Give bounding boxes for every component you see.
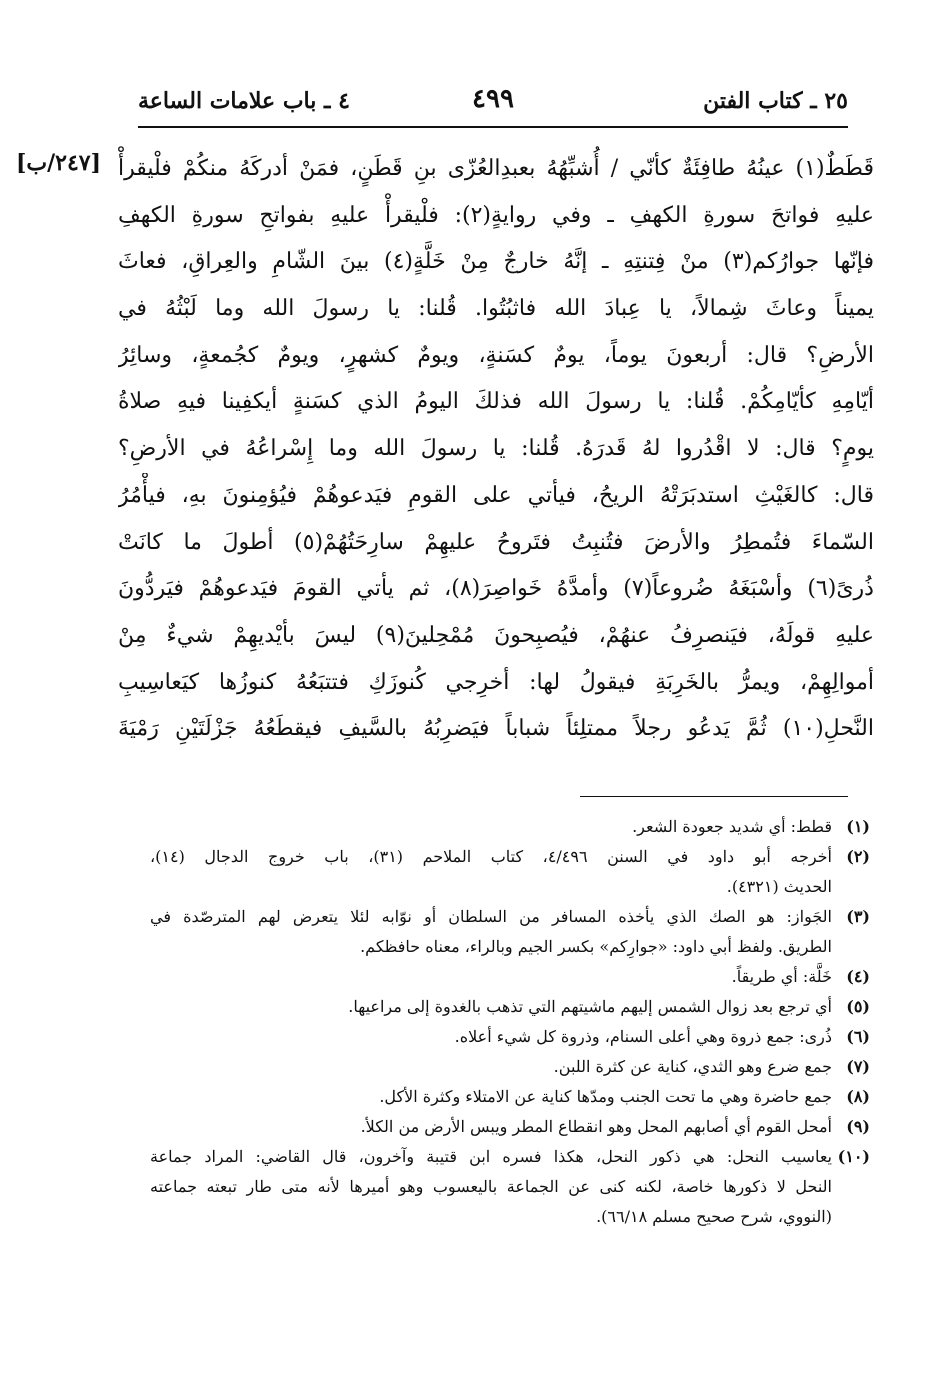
page-number: ٤٩٩ (472, 84, 514, 114)
footnote-text: قطط: أي شديد جعودة الشعر. (632, 817, 832, 836)
footnote (150, 812, 870, 842)
text-line: يومٍ؟ قال: لا اقْدُروا لهُ قَدرَهُ. قُلنا: يا رسولَ الله وما إِسْراعُهُ في الأرضِ؟ (118, 436, 874, 462)
footnotes (150, 812, 870, 1232)
footnote-number: (٢) (846, 847, 870, 866)
footnote-separator (580, 796, 848, 797)
footnote-text: ذُرى: جمع ذروة وهي أعلى السنام، وذروة كل شيء أعلاه. (454, 1027, 832, 1046)
footnote-text: النحل لا ذكورها خاصة، لكنه كنى عن الجماعة باليعسوب وهو أميرها لأنه متى طار تبعته جماعته (150, 1177, 832, 1196)
chapter-title: ٤ ـ باب علامات الساعة (138, 88, 350, 114)
footnote (150, 1082, 870, 1112)
text-line: السّماءَ فتُمطِرُ والأرضَ فتُنبِتُ فتَروحُ عليهِمْ سارِحَتُهُمْ(٥) أطولَ ما كانَتْ (118, 529, 874, 555)
footnote-number: (١٠) (837, 1147, 870, 1166)
footnote-number: (٧) (846, 1057, 870, 1076)
footnote-text: أخرجه أبو داود في السنن ٤/٤٩٦، كتاب الملاحم (٣١)، باب خروج الدجال (١٤)، (150, 847, 832, 866)
footnote-number: (٤) (846, 967, 870, 986)
text-line: الأرضِ؟ قال: أربعونَ يوماً، يومٌ كسَنةٍ، ويومٌ كشهرٍ، ويومٌ كجُمعةٍ، وسائِرُ (118, 342, 874, 368)
footnote (150, 1022, 870, 1052)
text-line: قال: كالغَيْثِ استدبَرَتْهُ الريحُ، فيأتي على القومِ فيَدعوهُمْ فيُؤمِنونَ بهِ، فيأْمُرُ (118, 482, 874, 508)
text-line: يميناً وعاثَ شِمالاً، يا عِبادَ الله فاثبُتُوا. قُلنا: يا رسولَ الله وما لَبْثُهُ في (118, 296, 874, 322)
hadith-text (118, 146, 874, 753)
footnote-text: (النووي، شرح صحيح مسلم ٦٦/١٨). (596, 1207, 832, 1226)
footnote (150, 1052, 870, 1082)
footnote-text: الجَواز: هو الصك الذي يأخذه المسافر من السلطان أو نوّابه لئلا يتعرض لهم المترصّدة في (150, 907, 832, 926)
footnote-number: (٦) (846, 1027, 870, 1046)
footnote-text: يعاسيب النحل: هي ذكور النحل، هكذا فسره ابن قتيبة وآخرون، قال القاضي: المراد جماعة (150, 1147, 832, 1166)
footnote (150, 1142, 870, 1232)
footnote (150, 962, 870, 992)
footnote-number: (١) (846, 817, 870, 836)
text-line: النَّحلِ(١٠) ثُمَّ يَدعُو رجلاً ممتلِئاً شباباً فيَضرِبُهُ بالسَّيفِ فيقطَعُهُ جَزْلَتَيْنِ رَمْيَةَ (118, 716, 874, 742)
text-line: ذُرىً(٦) وأسْبَغَهُ ضُروعاً(٧) وأمدَّهُ خَواصِرَ(٨)، ثم يأتي القومَ فيَدعوهُمْ فيَردُّونَ (118, 576, 874, 602)
text-line: عليهِ فواتحَ سورةِ الكهفِ ـ وفي روايةٍ(٢): فلْيقرأْ عليهِ بفواتحِ سورةِ الكهفِ (118, 202, 874, 228)
footnote-text: جمع ضرع وهو الثدي، كناية عن كثرة اللبن. (553, 1057, 832, 1076)
manuscript-folio-ref: [٢٤٧/ب] (16, 150, 102, 176)
footnote-text: جمع حاضرة وهي ما تحت الجنب ومدّها كناية عن الامتلاء وكثرة الأكل. (379, 1087, 832, 1106)
footnote-text: أمحل القوم أي أصابهم المحل وهو انقطاع المطر ويبس الأرض من الكلأ. (360, 1117, 832, 1136)
text-line: أيّامِهِ كأيّامِكُمْ. قُلنا: يا رسولَ الله فذلكَ اليومُ الذي كسَنةٍ أيكفِينا فيهِ صلاةُ (118, 389, 874, 415)
text-line: قَطَطٌ(١) عينُهُ طافِئَةٌ كأنّي / أُشبِّهُهُ بعبدِالعُزّى بنِ قَطَنٍ، فمَنْ أدركَهُ منكُمْ فلْيقرأْ (118, 156, 874, 181)
text-line: فإنّها جوارُكم(٣) منْ فِتنتِهِ ـ إنَّهُ خارجٌ مِنْ خَلَّةٍ(٤) بينَ الشّامِ والعِراقِ، فعاثَ (118, 249, 874, 275)
footnote-text: خَلَّة: أي طريقاً. (731, 967, 832, 986)
footnote-text: أي ترجع بعد زوال الشمس إليهم ماشيتهم التي تذهب بالغدوة إلى مراعيها. (348, 997, 832, 1016)
running-header (138, 82, 848, 128)
footnote-number: (٣) (846, 907, 870, 926)
text-line: عليهِ قولَهُ، فيَنصرِفُ عنهُمْ، فيُصبِحونَ مُمْحِلينَ(٩) ليسَ بأيْديهِمْ شيءٌ مِنْ (118, 622, 874, 648)
footnote-number: (٨) (846, 1087, 870, 1106)
footnote (150, 842, 870, 902)
footnote (150, 992, 870, 1022)
footnote-text: الحديث (٤٣٢١). (726, 877, 832, 896)
book-title: ٢٥ ـ كتاب الفتن (703, 88, 848, 114)
footnote-number: (٥) (846, 997, 870, 1016)
footnote (150, 1112, 870, 1142)
text-line: أموالِهِمْ، ويمرُّ بالخَرِبَةِ فيقولُ لها: أخرِجي كُنوزَكِ فتتبَعُهُ كنوزُها كيَعاسِيبِ (118, 669, 874, 695)
footnote-number: (٩) (846, 1117, 870, 1136)
footnote (150, 902, 870, 962)
footnote-text: الطريق. ولفظ أبي داود: «جوارِكم» بكسر الجيم وبالراء، معناه حافظكم. (360, 937, 832, 956)
